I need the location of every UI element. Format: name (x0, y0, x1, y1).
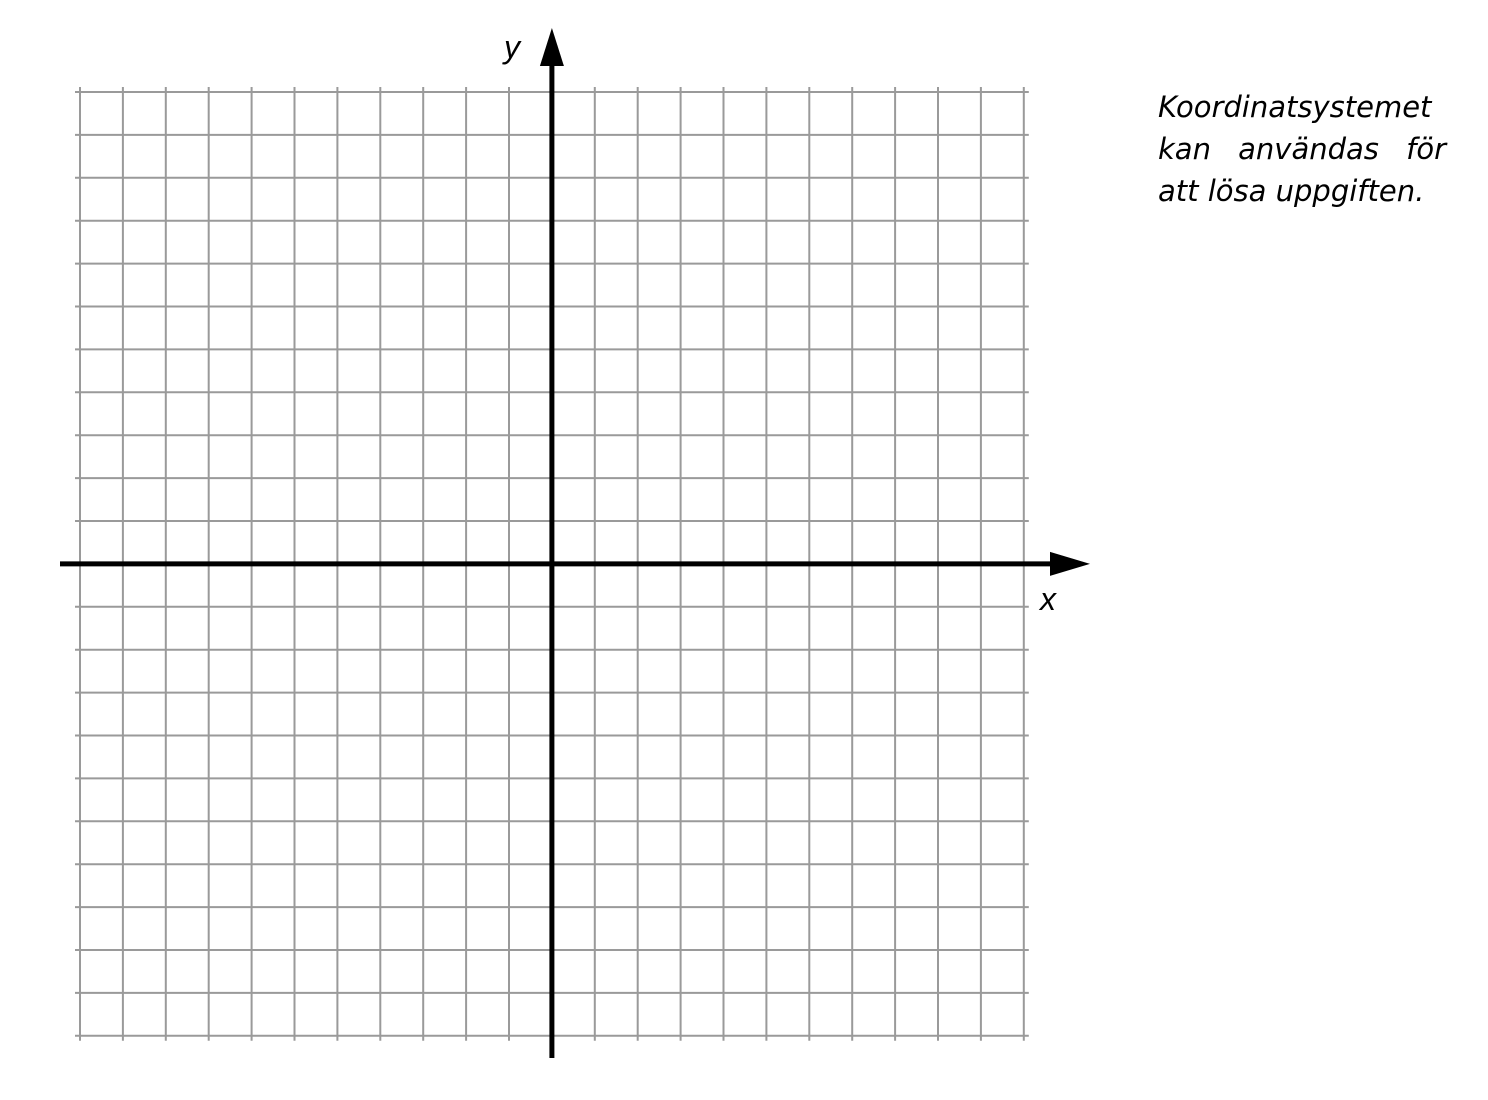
y-axis-arrow-icon (540, 28, 564, 66)
x-axis-arrow-icon (1050, 552, 1090, 576)
axes (60, 28, 1090, 1058)
x-axis-label: x (1040, 580, 1056, 617)
y-axis-label: y (504, 29, 520, 65)
instruction-text: Koordinatsystemet kan användas för att lösa uppgiften. (1158, 90, 1446, 208)
